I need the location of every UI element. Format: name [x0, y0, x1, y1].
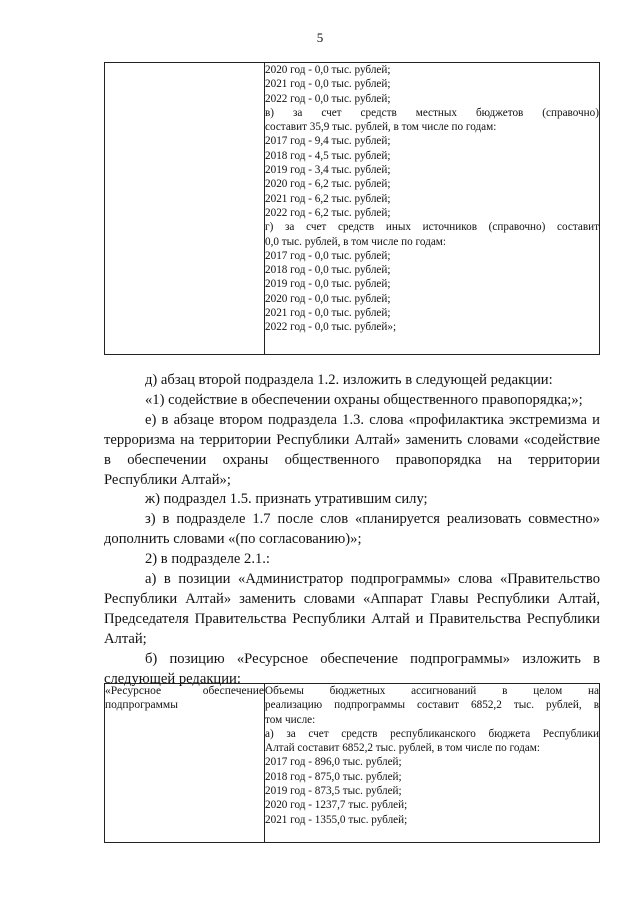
- paragraph: б) позицию «Ресурсное обеспечение подпрограммы» изложить в следующей редакции:: [104, 650, 600, 687]
- table-line: 2019 год - 873,5 тыс. рублей;: [265, 785, 402, 798]
- amendment-text: [104, 371, 600, 690]
- table-cell-funding-text: [265, 684, 600, 843]
- table-line: г) за счет средств иных источников (справочно) составит: [265, 221, 599, 234]
- table-line: 2017 год - 9,4 тыс. рублей;: [265, 135, 391, 148]
- table-line: 2017 год - 0,0 тыс. рублей;: [265, 249, 391, 262]
- table-line: 2021 год - 0,0 тыс. рублей;: [265, 307, 391, 320]
- paragraph: д) абзац второй подраздела 1.2. изложить в следующей редакции:: [145, 372, 553, 388]
- table-line: в) за счет средств местных бюджетов (справочно): [265, 106, 599, 119]
- paragraph: 2) в подразделе 2.1.:: [145, 551, 270, 568]
- table-line: 2021 год - 0,0 тыс. рублей;: [265, 78, 391, 91]
- table-line: 2020 год - 0,0 тыс. рублей;: [265, 64, 391, 76]
- page-number: 5: [316, 30, 324, 45]
- table-line: составит 35,9 тыс. рублей, в том числе по годам:: [265, 121, 497, 134]
- table-line: Алтай составит 6852,2 тыс. рублей, в том числе по годам:: [265, 742, 540, 755]
- table-line: 2018 год - 875,0 тыс. рублей;: [265, 770, 402, 783]
- table-line: а) за счет средств республиканского бюджета Республики: [265, 727, 599, 740]
- table-cell-funding-text: [265, 63, 600, 355]
- paragraph: е) в абзаце втором подраздела 1.3. слова «профилактика экстремизма и терроризма на территории Республики Алтай» заменить словами «содействие в обеспечении охраны общественного правопорядка на территории Республики Алтай»;: [104, 411, 600, 488]
- table-line: 2022 год - 0,0 тыс. рублей»;: [265, 321, 397, 334]
- table-line: 2020 год - 1237,7 тыс. рублей;: [265, 799, 408, 812]
- table-line: 0,0 тыс. рублей, в том числе по годам:: [265, 235, 446, 248]
- resource-provision-table: [104, 683, 600, 843]
- table-line: 2019 год - 0,0 тыс. рублей;: [265, 278, 391, 291]
- paragraph: ж) подраздел 1.5. признать утратившим силу;: [145, 491, 428, 508]
- table-line: 2020 год - 0,0 тыс. рублей;: [265, 292, 391, 305]
- table-line: 2018 год - 0,0 тыс. рублей;: [265, 264, 391, 277]
- resource-provision-label: «Ресурсное обеспечение подпрограммы: [105, 685, 264, 712]
- table-line: том числе:: [265, 713, 316, 726]
- table-cell-empty: [105, 63, 265, 355]
- table-line: 2022 год - 0,0 тыс. рублей;: [265, 92, 391, 105]
- table-line: 2017 год - 896,0 тыс. рублей;: [265, 756, 402, 769]
- funding-table-continued: [104, 62, 600, 355]
- table-line: Объемы бюджетных ассигнований в целом на: [265, 685, 599, 697]
- table-line: 2020 год - 6,2 тыс. рублей;: [265, 178, 391, 191]
- table-line: реализацию подпрограммы составит 6852,2 тыс. рублей, в: [265, 699, 599, 712]
- paragraph: а) в позиции «Администратор подпрограммы» слова «Правительство Республики Алтай» заменить словами «Аппарат Главы Республики Алтай, Председателя Правительства Республики Алтай и Правительства Республики Алтай;: [104, 571, 600, 647]
- table-cell-label: [105, 684, 265, 843]
- table-line: 2021 год - 6,2 тыс. рублей;: [265, 192, 391, 205]
- table-line: 2018 год - 4,5 тыс. рублей;: [265, 149, 391, 162]
- table-line: 2019 год - 3,4 тыс. рублей;: [265, 164, 391, 177]
- paragraph: з) в подразделе 1.7 после слов «планируется реализовать совместно» дополнить словами «(по согласованию)»;: [104, 511, 600, 548]
- paragraph: «1) содействие в обеспечении охраны общественного правопорядка;»;: [145, 391, 583, 408]
- table-line: 2021 год - 1355,0 тыс. рублей;: [265, 813, 408, 826]
- table-line: 2022 год - 6,2 тыс. рублей;: [265, 206, 391, 219]
